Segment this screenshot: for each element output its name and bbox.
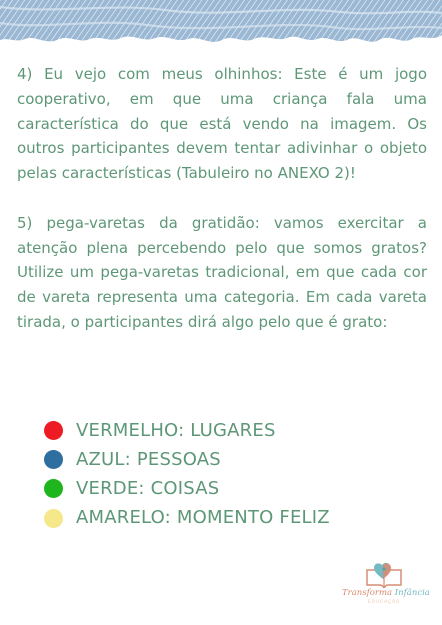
main-content <box>17 62 427 335</box>
yellow-dot-icon <box>44 509 63 528</box>
color-legend <box>44 416 364 533</box>
legend-label-amarelo: AMARELO: MOMENTO FELIZ <box>76 507 330 529</box>
legend-item-vermelho <box>44 416 364 445</box>
book-heart-icon <box>342 560 426 588</box>
legend-label-verde: VERDE: COISAS <box>76 477 220 499</box>
transforma-infancia-logo <box>342 560 430 618</box>
legend-item-amarelo <box>44 504 364 533</box>
logo-brand-part1: Transforma <box>342 588 393 598</box>
logo-subtitle: EDUCAÇÃO <box>367 600 401 605</box>
green-dot-icon <box>44 479 63 498</box>
legend-item-verde <box>44 474 364 503</box>
top-paint-decoration <box>0 0 442 48</box>
logo-brand-text <box>342 588 430 598</box>
red-dot-icon <box>44 421 63 440</box>
legend-label-azul: AZUL: PESSOAS <box>76 448 221 470</box>
legend-label-vermelho: VERMELHO: LUGARES <box>76 419 276 441</box>
blue-dot-icon <box>44 450 63 469</box>
legend-item-azul <box>44 445 364 474</box>
logo-brand-part2: Infância <box>394 588 430 598</box>
paragraph-eu-vejo: 4) Eu vejo com meus olhinhos: Este é um jogo cooperativo, em que uma criança fala uma característica do que está vendo na imagem. Os outros participantes devem tentar adivinhar o objeto pelas características (Tabuleiro no ANEXO 2)! <box>17 65 427 183</box>
paragraph-pega-varetas: 5) pega-varetas da gratidão: vamos exercitar a atenção plena percebendo pelo que somos gratos? Utilize um pega-varetas tradicional, em que cada cor de vareta representa uma categoria. Em cada vareta tirada, o participantes dirá algo pelo que é grato: <box>17 213 427 331</box>
